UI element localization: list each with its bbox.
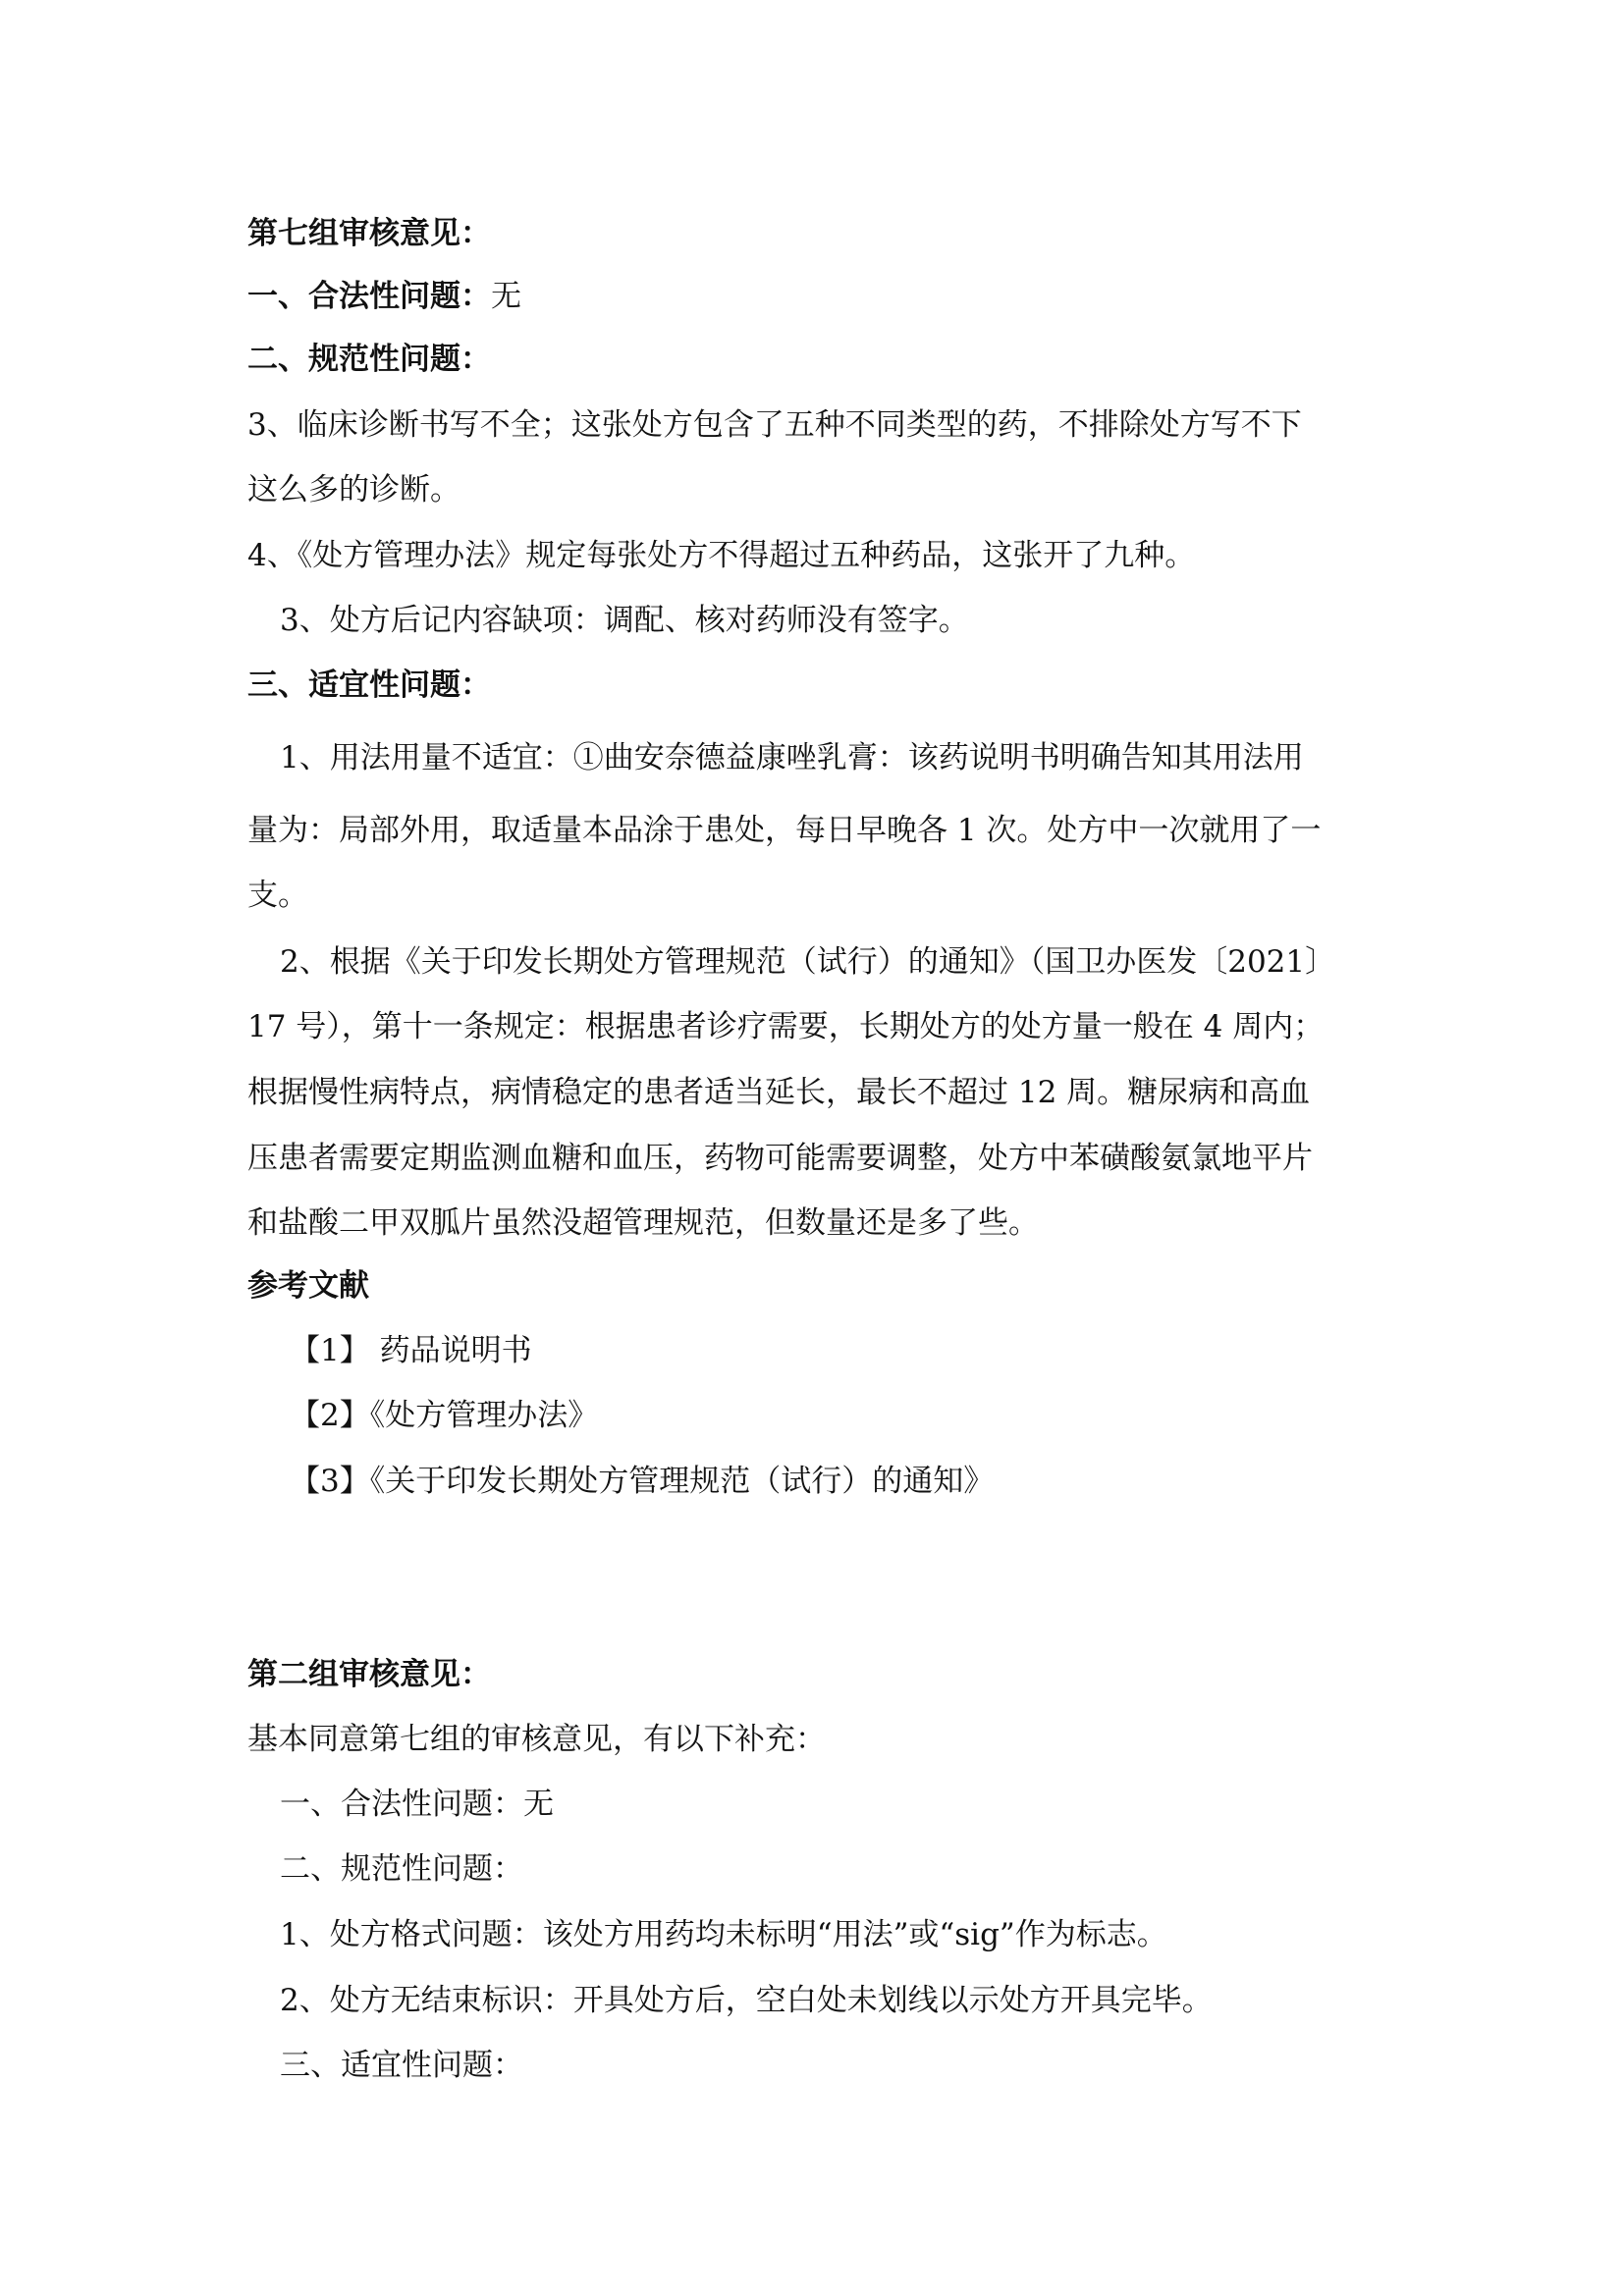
section7-legality-title: 一、合法性问题： [247,279,491,314]
section7-legality-value: 无 [491,279,521,314]
section7-suitability-item: 2、根据《关于印发长期处方管理规范（试行）的通知》（国卫办医发〔2021〕 [280,944,1336,980]
reference-item: 【3】《关于印发长期处方管理规范（试行）的通知》 [290,1464,995,1499]
section7-suitability-item: 1、用法用量不适宜：①曲安奈德益康唑乳膏：该药说明书明确告知其用法用 [280,740,1304,775]
section7-suitability-title: 三、适宜性问题： [247,667,491,703]
section7-heading: 第七组审核意见： [247,216,491,251]
section7-suitability-item: 支。 [247,878,308,913]
reference-item: 【2】《处方管理办法》 [290,1398,599,1433]
section2-standard-item: 1、处方格式问题：该处方用药均未标明“用法”或“sig”作为标志。 [280,1917,1167,1952]
section2-intro: 基本同意第七组的审核意见，有以下补充： [247,1722,826,1757]
section7-suitability-item: 量为：局部外用，取适量本品涂于患处，每日早晚各 1 次。处方中一次就用了一 [247,813,1322,848]
section2-suitability-title: 三、适宜性问题： [280,2048,523,2083]
section7-standard-item: 4、《处方管理办法》规定每张处方不得超过五种药品，这张开了九种。 [247,538,1196,573]
section7-suitability-item: 17 号），第十一条规定：根据患者诊疗需要，长期处方的处方量一般在 4 周内； [247,1009,1325,1044]
section2-standard-item: 2、处方无结束标识：开具处方后，空白处未划线以示处方开具完毕。 [280,1983,1213,2018]
section2-legality-line: 一、合法性问题：无 [280,1787,554,1822]
section7-standard-item: 这么多的诊断。 [247,472,460,507]
section7-standard-title: 二、规范性问题： [247,342,491,377]
section2-heading: 第二组审核意见： [247,1657,491,1692]
reference-item: 【1】 药品说明书 [290,1333,532,1368]
section7-standard-item: 3、处方后记内容缺项：调配、核对药师没有签字。 [280,603,969,638]
section7-references-title: 参考文献 [247,1268,369,1304]
section7-suitability-item: 和盐酸二甲双胍片虽然没超管理规范，但数量还是多了些。 [247,1205,1039,1241]
section7-suitability-item: 根据慢性病特点，病情稳定的患者适当延长，最长不超过 12 周。糖尿病和高血 [247,1075,1311,1110]
section7-suitability-item: 压患者需要定期监测血糖和血压，药物可能需要调整，处方中苯磺酸氨氯地平片 [247,1141,1313,1176]
section2-standard-title: 二、规范性问题： [280,1851,523,1887]
section7-legality-line [247,277,1386,316]
section7-standard-item: 3、临床诊断书写不全；这张处方包含了五种不同类型的药，不排除处方写不下 [247,407,1302,443]
